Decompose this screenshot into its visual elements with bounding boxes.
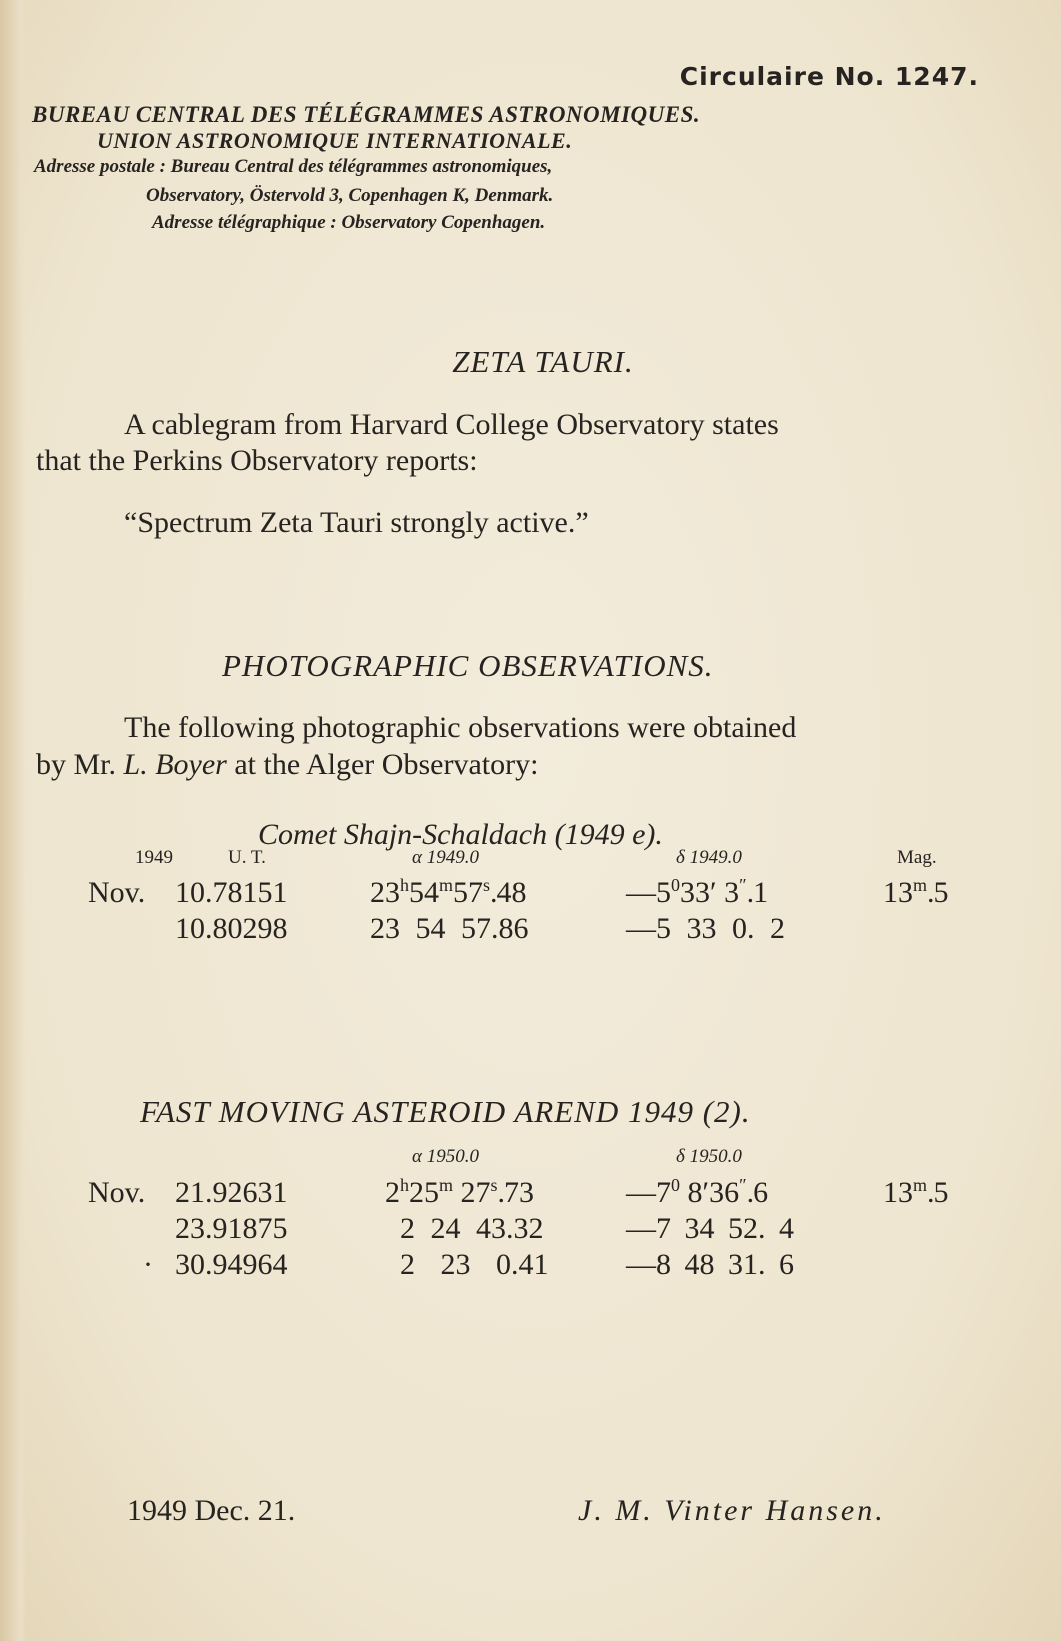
table-row-ra: 2 23 0.41 xyxy=(400,1248,549,1281)
photo-text-post: at the Alger Observatory: xyxy=(226,748,539,781)
ra-seconds: 27 xyxy=(460,1176,491,1209)
union-title: UNION ASTRONOMIQUE INTERNATIONALE. xyxy=(97,128,573,153)
table-row-ra: 2 24 43.32 xyxy=(400,1212,544,1245)
ra-hours: 23 xyxy=(370,876,400,909)
zeta-tauri-heading: ZETA TAURI. xyxy=(452,344,634,379)
issue-date: 1949 Dec. 21. xyxy=(127,1494,296,1527)
table-row-date: 10.80298 xyxy=(175,912,288,945)
ra-minutes: 25 xyxy=(409,1176,439,1209)
photographic-heading: PHOTOGRAPHIC OBSERVATIONS. xyxy=(222,648,714,683)
observer-name: L. Boyer xyxy=(123,748,227,781)
table-row-date: 21.92631 xyxy=(175,1176,288,1209)
table-row-ra: 23$^h$54$^m$57$^s$.48 xyxy=(370,875,527,909)
table-row-month: Nov. xyxy=(88,876,146,909)
bureau-title: BUREAU CENTRAL DES TÉLÉGRAMMES ASTRONOMIQUES. xyxy=(32,102,701,127)
dec-degrees: —5 xyxy=(626,876,671,909)
postal-address: Adresse postale : Bureau Central des télégrammes astronomiques, xyxy=(34,156,553,177)
ra-seconds-fraction: 73 xyxy=(504,1176,535,1209)
table-row-date: 23.91875 xyxy=(175,1212,288,1245)
asteroid-heading: FAST MOVING ASTEROID AREND 1949 (2). xyxy=(140,1094,751,1129)
col-delta: δ 1950.0 xyxy=(676,1146,742,1167)
table-row-mag: 13$^m$.5 xyxy=(883,1175,949,1209)
mag-frac: 5 xyxy=(933,1176,949,1209)
table-row-ra: 23 54 57.86 xyxy=(370,912,529,945)
table-row-date: 10.78151 xyxy=(175,876,288,909)
photo-paragraph-line-1: The following photographic observations were obtained xyxy=(124,711,797,744)
photo-text-pre: by Mr. xyxy=(36,748,124,781)
mag-int: 13 xyxy=(883,876,913,909)
telegraphic-address: Adresse télégraphique : Observatory Copenhagen. xyxy=(152,212,546,233)
signature: J. M. Vinter Hansen. xyxy=(578,1494,886,1527)
table-row-dec: $—5^033'$ 3″.1 xyxy=(626,875,769,909)
zeta-paragraph-line-2: that the Perkins Observatory reports: xyxy=(36,444,478,477)
page-edge xyxy=(0,0,26,1641)
ra-minutes: 54 xyxy=(409,876,439,909)
table-row-dec: —7 34 52. 4 xyxy=(626,1212,794,1245)
dec-minutes: 8′36 xyxy=(687,1176,740,1209)
table-row-mark: · xyxy=(143,1248,153,1281)
table-row-date: 30.94964 xyxy=(175,1248,288,1281)
zeta-quote: “Spectrum Zeta Tauri strongly active.” xyxy=(124,506,589,539)
ra-hours: 2 xyxy=(385,1176,400,1209)
mag-int: 13 xyxy=(883,1176,913,1209)
dec-degrees: —7 xyxy=(626,1176,671,1209)
dec-seconds: 3 xyxy=(724,876,740,909)
ra-seconds: 57 xyxy=(453,876,484,909)
col-mag: Mag. xyxy=(897,847,937,868)
table-row-month: Nov. xyxy=(88,1176,146,1209)
dec-seconds-fraction: 6 xyxy=(753,1176,769,1209)
photo-paragraph-line-2 xyxy=(36,748,538,782)
circular-number: Circulaire No. 1247. xyxy=(679,62,979,91)
col-alpha: α 1950.0 xyxy=(412,1146,479,1167)
col-alpha: α 1949.0 xyxy=(412,847,479,868)
table-row-dec: —5 33 0. 2 xyxy=(626,912,785,945)
table-row-ra: 2$^h$25$^m$ 27$^s$.73 xyxy=(385,1175,535,1209)
street-address: Observatory, Östervold 3, Copenhagen K, Denmark. xyxy=(146,185,554,206)
table-row-dec: $—7^0$ 8′36″.6 xyxy=(626,1175,769,1209)
comet-heading: Comet Shajn-Schaldach (1949 e). xyxy=(258,818,663,851)
mag-frac: 5 xyxy=(933,876,949,909)
dec-seconds-fraction: 1 xyxy=(753,876,769,909)
col-ut: U. T. xyxy=(228,847,266,868)
ra-seconds-fraction: 48 xyxy=(496,876,527,909)
col-year: 1949 xyxy=(135,847,173,868)
dec-minutes: 33′ xyxy=(680,876,717,909)
zeta-paragraph-line-1: A cablegram from Harvard College Observatory states xyxy=(124,408,779,441)
col-delta: δ 1949.0 xyxy=(676,847,742,868)
table-row-mag: 13$^m$.5 xyxy=(883,875,949,909)
table-row-dec: —8 48 31. 6 xyxy=(626,1248,794,1281)
